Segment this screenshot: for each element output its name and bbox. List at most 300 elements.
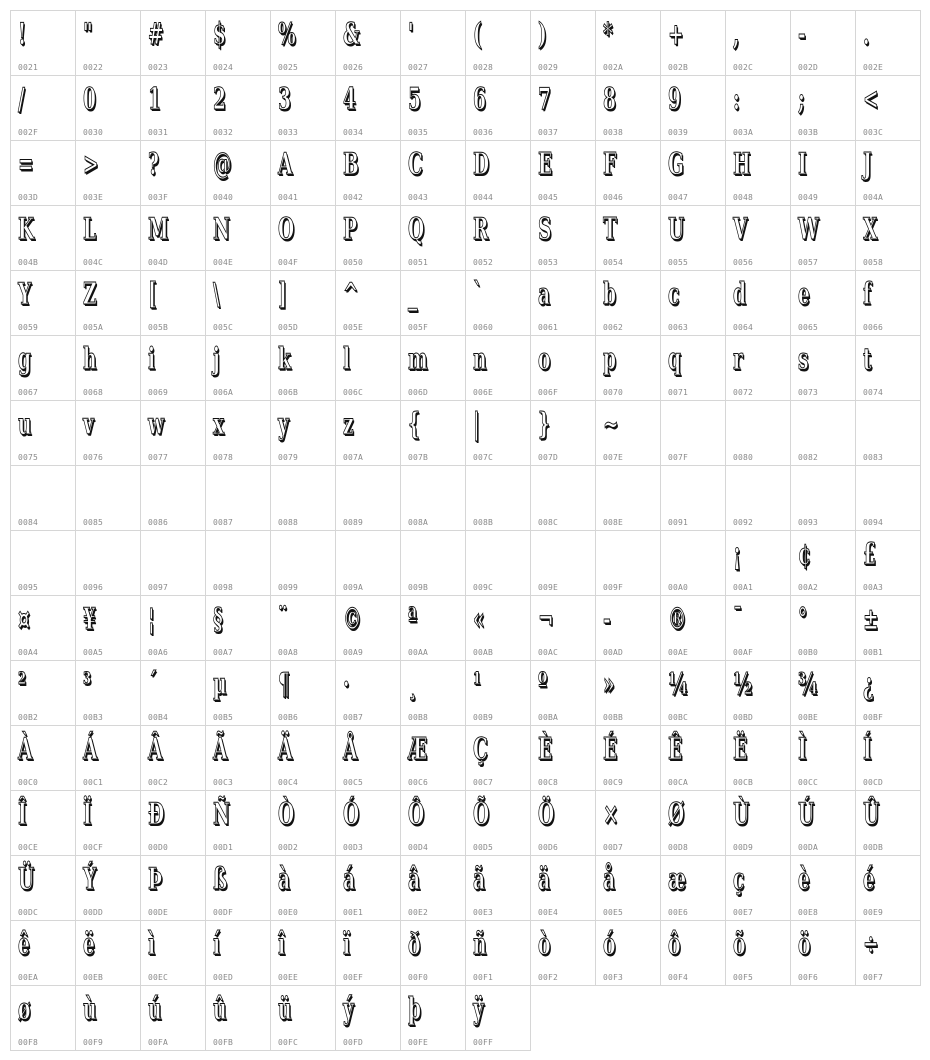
glyph-sample: £ (863, 537, 876, 572)
codepoint-label: 0099 (278, 583, 299, 592)
glyph-sample: ª (408, 602, 418, 637)
glyph-cell (10, 75, 76, 141)
glyph-sample: è (798, 862, 810, 897)
codepoint-label: 00DE (148, 908, 169, 917)
codepoint-label: 00B7 (343, 713, 364, 722)
glyph-cell (140, 725, 206, 791)
codepoint-label: 0057 (798, 258, 819, 267)
glyph-sample: Ô (408, 797, 425, 832)
glyph-sample: × (603, 797, 619, 832)
glyph-sample: " (83, 17, 93, 52)
glyph-cell (400, 270, 466, 336)
glyph-cell (530, 270, 596, 336)
glyph-sample: A (278, 147, 293, 182)
glyph-cell (530, 75, 596, 141)
glyph-cell (530, 140, 596, 206)
glyph-sample: 8 (603, 82, 616, 117)
glyph-sample: w (148, 407, 165, 442)
codepoint-label: 00CB (733, 778, 754, 787)
glyph-cell (790, 465, 856, 531)
glyph-cell (205, 270, 271, 336)
glyph-cell (725, 270, 791, 336)
glyph-sample: z (343, 407, 354, 442)
glyph-cell (205, 920, 271, 986)
glyph-cell (790, 725, 856, 791)
codepoint-label: 00FD (343, 1038, 364, 1047)
glyph-sample: ' (408, 17, 414, 52)
codepoint-label: 00CC (798, 778, 819, 787)
codepoint-label: 00A4 (18, 648, 39, 657)
codepoint-label: 0086 (148, 518, 169, 527)
glyph-sample: Ï (83, 797, 92, 832)
glyph-cell (530, 855, 596, 921)
codepoint-label: 0062 (603, 323, 624, 332)
codepoint-label: 0042 (343, 193, 364, 202)
glyph-sample: G (668, 147, 684, 182)
glyph-sample: ` (473, 277, 483, 312)
glyph-cell (595, 920, 661, 986)
codepoint-label: 00E8 (798, 908, 819, 917)
glyph-sample: ½ (733, 667, 753, 702)
glyph-sample: y (278, 407, 289, 442)
glyph-sample: ä (538, 862, 551, 897)
glyph-sample: ð (408, 927, 421, 962)
codepoint-label: 002A (603, 63, 624, 72)
glyph-cell (270, 335, 336, 401)
glyph-sample: # (148, 17, 164, 52)
glyph-sample: í (213, 927, 221, 962)
glyph-cell (140, 270, 206, 336)
glyph-cell (335, 140, 401, 206)
glyph-sample: û (213, 992, 227, 1027)
codepoint-label: 00BC (668, 713, 689, 722)
glyph-cell (465, 75, 531, 141)
codepoint-label: 0078 (213, 453, 234, 462)
glyph-cell (465, 10, 531, 76)
codepoint-label: 00F8 (18, 1038, 39, 1047)
glyph-cell (465, 400, 531, 466)
glyph-cell (335, 335, 401, 401)
glyph-sample: ¡ (733, 537, 742, 572)
codepoint-label: 0094 (863, 518, 884, 527)
glyph-cell (595, 465, 661, 531)
glyph-cell (855, 335, 921, 401)
glyph-sample: ô (668, 927, 681, 962)
glyph-sample: ] (278, 277, 287, 312)
glyph-cell (335, 725, 401, 791)
glyph-sample: i (148, 342, 156, 377)
glyph-cell (465, 985, 531, 1051)
codepoint-label: 007B (408, 453, 429, 462)
glyph-cell (595, 335, 661, 401)
glyph-cell (10, 595, 76, 661)
glyph-sample: Ö (538, 797, 555, 832)
codepoint-label: 0046 (603, 193, 624, 202)
glyph-cell (855, 920, 921, 986)
glyph-sample: s (798, 342, 809, 377)
glyph-cell (790, 140, 856, 206)
glyph-sample: E (538, 147, 553, 182)
glyph-cell (205, 140, 271, 206)
glyph-sample: ò (538, 927, 551, 962)
glyph-cell (725, 10, 791, 76)
glyph-sample: x (213, 407, 225, 442)
codepoint-label: 00ED (213, 973, 234, 982)
codepoint-label: 0098 (213, 583, 234, 592)
glyph-sample: Ý (83, 862, 97, 897)
codepoint-label: 00A9 (343, 648, 364, 657)
glyph-cell (465, 530, 531, 596)
glyph-cell (205, 985, 271, 1051)
codepoint-label: 00B8 (408, 713, 429, 722)
glyph-cell (725, 140, 791, 206)
glyph-cell (335, 660, 401, 726)
glyph-sample: Õ (473, 797, 490, 832)
glyph-cell (75, 595, 141, 661)
glyph-sample: L (83, 212, 97, 247)
glyph-cell (205, 400, 271, 466)
glyph-sample: 5 (408, 82, 421, 117)
glyph-sample: ñ (473, 927, 487, 962)
codepoint-label: 00CA (668, 778, 689, 787)
codepoint-label: 006B (278, 388, 299, 397)
glyph-cell (790, 400, 856, 466)
codepoint-label: 007E (603, 453, 624, 462)
codepoint-label: 00A8 (278, 648, 299, 657)
codepoint-label: 006D (408, 388, 429, 397)
glyph-cell (725, 530, 791, 596)
codepoint-label: 00B9 (473, 713, 494, 722)
glyph-cell (205, 10, 271, 76)
codepoint-label: 00B1 (863, 648, 884, 657)
glyph-sample: ² (18, 667, 27, 702)
glyph-sample: Ó (343, 797, 360, 832)
glyph-sample: É (603, 732, 618, 767)
glyph-cell (140, 530, 206, 596)
codepoint-label: 004D (148, 258, 169, 267)
codepoint-label: 002E (863, 63, 884, 72)
codepoint-label: 00E4 (538, 908, 559, 917)
codepoint-label: 0074 (863, 388, 884, 397)
glyph-cell (530, 790, 596, 856)
glyph-sample: ú (148, 992, 162, 1027)
codepoint-label: 0038 (603, 128, 624, 137)
glyph-cell (400, 75, 466, 141)
codepoint-label: 00FC (278, 1038, 299, 1047)
glyph-sample: ¼ (668, 667, 688, 702)
codepoint-label: 00AA (408, 648, 429, 657)
codepoint-label: 00C9 (603, 778, 624, 787)
codepoint-label: 0064 (733, 323, 754, 332)
glyph-cell (595, 140, 661, 206)
glyph-cell (335, 530, 401, 596)
glyph-sample: 9 (668, 82, 681, 117)
glyph-cell (335, 790, 401, 856)
glyph-cell (465, 465, 531, 531)
codepoint-label: 0049 (798, 193, 819, 202)
glyph-cell (140, 205, 206, 271)
glyph-sample: È (538, 732, 553, 767)
codepoint-label: 009C (473, 583, 494, 592)
glyph-cell (530, 465, 596, 531)
glyph-sample: $ (213, 17, 226, 52)
glyph-sample: 0 (83, 82, 96, 117)
codepoint-label: 006C (343, 388, 364, 397)
codepoint-label: 00E9 (863, 908, 884, 917)
codepoint-label: 0089 (343, 518, 364, 527)
glyph-cell (530, 335, 596, 401)
codepoint-label: 0024 (213, 63, 234, 72)
codepoint-label: 0022 (83, 63, 104, 72)
codepoint-label: 00A2 (798, 583, 819, 592)
codepoint-label: 00B5 (213, 713, 234, 722)
glyph-cell (140, 920, 206, 986)
glyph-cell (75, 660, 141, 726)
codepoint-label: 004E (213, 258, 234, 267)
codepoint-label: 00BE (798, 713, 819, 722)
glyph-sample: Ë (733, 732, 748, 767)
glyph-cell (660, 400, 726, 466)
codepoint-label: 00D6 (538, 843, 559, 852)
codepoint-label: 0037 (538, 128, 559, 137)
glyph-sample: h (83, 342, 97, 377)
glyph-cell (75, 205, 141, 271)
codepoint-label: 0035 (408, 128, 429, 137)
glyph-sample: % (278, 17, 296, 52)
codepoint-label: 0034 (343, 128, 364, 137)
codepoint-label: 00D7 (603, 843, 624, 852)
codepoint-label: 005F (408, 323, 429, 332)
glyph-cell (725, 205, 791, 271)
glyph-sample: \ (213, 277, 220, 312)
glyph-sample: - (603, 602, 611, 637)
glyph-sample: N (213, 212, 231, 247)
glyph-cell (10, 985, 76, 1051)
codepoint-label: 00D0 (148, 843, 169, 852)
glyph-cell (10, 920, 76, 986)
codepoint-label: 00DA (798, 843, 819, 852)
codepoint-label: 00F3 (603, 973, 624, 982)
codepoint-label: 0050 (343, 258, 364, 267)
codepoint-label: 0082 (798, 453, 819, 462)
glyph-sample: Ù (733, 797, 750, 832)
glyph-sample: ì (148, 927, 156, 962)
glyph-sample: B (343, 147, 359, 182)
glyph-cell (10, 660, 76, 726)
glyph-cell (660, 10, 726, 76)
codepoint-label: 008A (408, 518, 429, 527)
glyph-cell (595, 725, 661, 791)
glyph-cell (335, 10, 401, 76)
codepoint-label: 0025 (278, 63, 299, 72)
codepoint-label: 0096 (83, 583, 104, 592)
codepoint-label: 00C1 (83, 778, 104, 787)
codepoint-label: 00A0 (668, 583, 689, 592)
glyph-cell (140, 335, 206, 401)
glyph-cell (465, 140, 531, 206)
glyph-sample: * (603, 17, 613, 52)
glyph-sample: é (863, 862, 875, 897)
glyph-sample: » (603, 667, 615, 702)
glyph-sample: ¯ (733, 602, 743, 637)
glyph-sample: - (798, 17, 806, 52)
codepoint-label: 0039 (668, 128, 689, 137)
codepoint-label: 00D8 (668, 843, 689, 852)
glyph-sample: î (278, 927, 286, 962)
glyph-cell (335, 855, 401, 921)
glyph-cell (465, 920, 531, 986)
glyph-cell (855, 530, 921, 596)
glyph-sample: ç (733, 862, 745, 897)
glyph-sample: , (733, 17, 740, 52)
glyph-cell (660, 595, 726, 661)
glyph-cell (790, 270, 856, 336)
glyph-cell (530, 10, 596, 76)
codepoint-label: 0052 (473, 258, 494, 267)
glyph-cell (205, 205, 271, 271)
glyph-sample: 2 (213, 82, 226, 117)
glyph-cell (270, 595, 336, 661)
glyph-sample: ù (83, 992, 97, 1027)
glyph-sample: ; (798, 82, 805, 117)
glyph-sample: H (733, 147, 751, 182)
glyph-sample: c (668, 277, 680, 312)
codepoint-label: 00BB (603, 713, 624, 722)
glyph-sample: ü (278, 992, 292, 1027)
glyph-sample: 3 (278, 82, 291, 117)
codepoint-label: 0077 (148, 453, 169, 462)
codepoint-label: 0075 (18, 453, 39, 462)
glyph-sample: Ñ (213, 797, 231, 832)
codepoint-label: 00BF (863, 713, 884, 722)
glyph-cell (205, 465, 271, 531)
glyph-sample: f (863, 277, 872, 312)
glyph-sample: v (83, 407, 94, 442)
glyph-cell (140, 465, 206, 531)
glyph-sample: p (603, 342, 617, 377)
codepoint-label: 008B (473, 518, 494, 527)
glyph-sample: = (18, 147, 34, 182)
codepoint-label: 00EE (278, 973, 299, 982)
glyph-cell (205, 855, 271, 921)
glyph-cell (855, 140, 921, 206)
glyph-cell (400, 725, 466, 791)
codepoint-label: 005C (213, 323, 234, 332)
glyph-sample: º (538, 667, 548, 702)
glyph-cell (660, 790, 726, 856)
glyph-sample: Ø (668, 797, 685, 832)
glyph-sample: Ì (798, 732, 807, 767)
glyph-sample: r (733, 342, 743, 377)
glyph-sample: j (213, 342, 220, 377)
codepoint-label: 0036 (473, 128, 494, 137)
codepoint-label: 00B4 (148, 713, 169, 722)
glyph-sample: Ð (148, 797, 165, 832)
glyph-cell (790, 790, 856, 856)
glyph-cell (270, 205, 336, 271)
glyph-cell (725, 75, 791, 141)
codepoint-label: 00EF (343, 973, 364, 982)
glyph-cell (400, 205, 466, 271)
glyph-sample: ® (668, 602, 687, 637)
glyph-cell (205, 335, 271, 401)
codepoint-label: 00A3 (863, 583, 884, 592)
codepoint-label: 0084 (18, 518, 39, 527)
glyph-cell (270, 790, 336, 856)
glyph-cell (335, 465, 401, 531)
glyph-cell (140, 140, 206, 206)
codepoint-label: 0080 (733, 453, 754, 462)
glyph-sample: W (798, 212, 819, 247)
glyph-sample: ý (343, 992, 354, 1027)
glyph-sample: ³ (83, 667, 92, 702)
glyph-cell (725, 400, 791, 466)
glyph-sample: ! (18, 17, 27, 52)
codepoint-label: 0069 (148, 388, 169, 397)
glyph-sample: « (473, 602, 485, 637)
glyph-cell (595, 660, 661, 726)
codepoint-label: 00E7 (733, 908, 754, 917)
codepoint-label: 005B (148, 323, 169, 332)
codepoint-label: 0087 (213, 518, 234, 527)
codepoint-label: 0055 (668, 258, 689, 267)
codepoint-label: 0095 (18, 583, 39, 592)
codepoint-label: 007D (538, 453, 559, 462)
glyph-sample: _ (408, 277, 418, 312)
glyph-sample: K (18, 212, 35, 247)
glyph-cell (725, 725, 791, 791)
codepoint-label: 00AB (473, 648, 494, 657)
glyph-cell (790, 530, 856, 596)
glyph-sample: Ä (278, 732, 293, 767)
codepoint-label: 0054 (603, 258, 624, 267)
glyph-cell (10, 465, 76, 531)
codepoint-label: 009E (538, 583, 559, 592)
codepoint-label: 00F5 (733, 973, 754, 982)
glyph-cell (660, 205, 726, 271)
codepoint-label: 0097 (148, 583, 169, 592)
glyph-cell (75, 855, 141, 921)
glyph-sample: á (343, 862, 356, 897)
glyph-cell (270, 725, 336, 791)
glyph-sample: e (798, 277, 810, 312)
codepoint-label: 00C8 (538, 778, 559, 787)
glyph-sample: R (473, 212, 489, 247)
codepoint-label: 00CF (83, 843, 104, 852)
glyph-sample: Ã (213, 732, 228, 767)
glyph-sample: ÷ (863, 927, 879, 962)
glyph-sample: ø (18, 992, 31, 1027)
glyph-sample: ¢ (798, 537, 811, 572)
glyph-sample: ¬ (538, 602, 554, 637)
character-map-grid (10, 10, 920, 1050)
glyph-sample: d (733, 277, 747, 312)
glyph-cell (10, 530, 76, 596)
glyph-cell (140, 10, 206, 76)
glyph-sample: ¶ (278, 667, 290, 702)
glyph-sample: ± (863, 602, 879, 637)
codepoint-label: 0071 (668, 388, 689, 397)
codepoint-label: 00C5 (343, 778, 364, 787)
codepoint-label: 0047 (668, 193, 689, 202)
codepoint-label: 00C4 (278, 778, 299, 787)
codepoint-label: 004F (278, 258, 299, 267)
codepoint-label: 007A (343, 453, 364, 462)
glyph-cell (465, 270, 531, 336)
codepoint-label: 00C0 (18, 778, 39, 787)
codepoint-label: 0091 (668, 518, 689, 527)
codepoint-label: 004C (83, 258, 104, 267)
